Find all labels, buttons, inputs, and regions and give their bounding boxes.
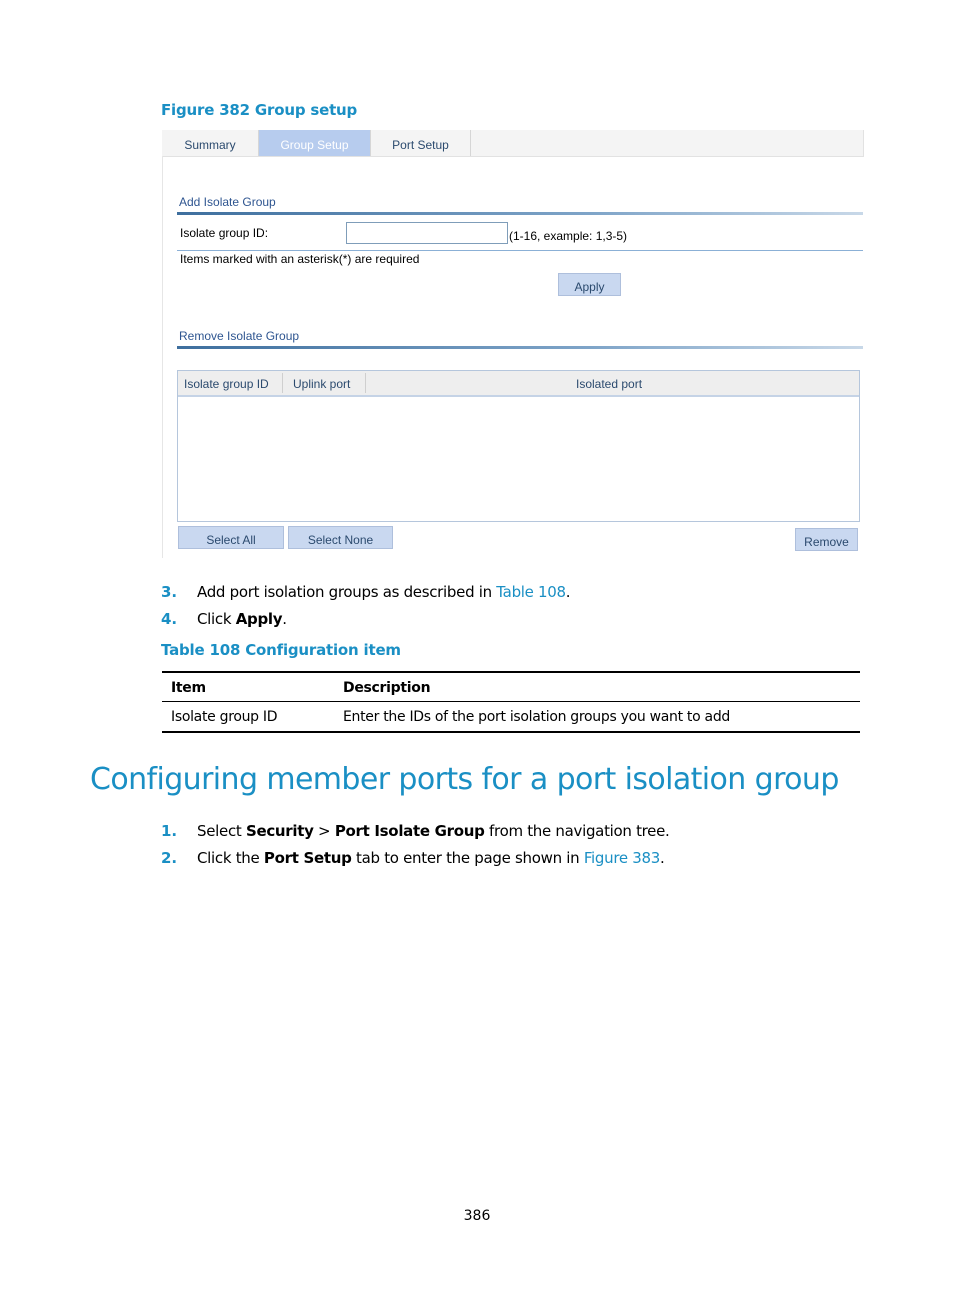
table-header	[178, 371, 859, 397]
configuration-item-table	[162, 671, 860, 733]
required-note: Items marked with an asterisk(*) are required	[180, 252, 420, 266]
table-body	[178, 397, 859, 521]
step-text: .	[282, 610, 287, 628]
group-setup-screenshot	[162, 130, 864, 558]
figure-383-link[interactable]: Figure 383	[583, 849, 661, 867]
isolate-group-table	[177, 370, 860, 522]
isolate-group-id-input[interactable]	[346, 222, 508, 244]
step-number: 4.	[161, 610, 178, 628]
step-text: Add port isolation groups as described in	[197, 583, 497, 601]
table-bottom-rule	[162, 731, 860, 733]
table-108-link[interactable]: Table 108	[496, 583, 566, 601]
tab-port-setup[interactable]: Port Setup	[371, 130, 471, 156]
step-text: from the navigation tree.	[484, 822, 670, 840]
isolate-group-id-label: Isolate group ID:	[180, 226, 269, 240]
figure-caption: Figure 382 Group setup	[161, 101, 358, 119]
select-none-button[interactable]: Select None	[288, 526, 393, 549]
step-number: 3.	[161, 583, 178, 601]
tab-bar	[162, 130, 864, 157]
add-section-divider	[177, 212, 863, 215]
security-term: Security	[245, 822, 314, 840]
form-row-divider	[177, 250, 863, 251]
apply-term: Apply	[235, 610, 283, 628]
step-3-text	[197, 583, 570, 601]
header-rule	[162, 701, 860, 702]
table-top-rule	[162, 671, 860, 673]
step-number: 1.	[161, 822, 178, 840]
step-text: .	[660, 849, 665, 867]
header-description: Description	[343, 680, 431, 696]
header-item: Item	[171, 680, 206, 696]
step-number: 2.	[161, 849, 178, 867]
remove-isolate-group-title: Remove Isolate Group	[179, 329, 300, 343]
step-text: >	[313, 822, 335, 840]
port-isolate-group-term: Port Isolate Group	[334, 822, 485, 840]
step-1-text	[197, 822, 670, 840]
cell-item: Isolate group ID	[171, 709, 278, 725]
remove-button[interactable]: Remove	[795, 528, 858, 551]
col-separator	[282, 373, 283, 393]
col-isolated-port[interactable]: Isolated port	[576, 377, 643, 391]
step-text: .	[565, 583, 571, 601]
step-text: Click	[197, 610, 236, 628]
step-text: Click the	[197, 849, 264, 867]
col-isolate-group-id[interactable]: Isolate group ID	[184, 377, 269, 391]
col-uplink-port[interactable]: Uplink port	[293, 377, 351, 391]
step-text: Select	[197, 822, 246, 840]
figure-left-border	[162, 156, 163, 558]
step-text: tab to enter the page shown in	[351, 849, 584, 867]
col-separator	[365, 373, 366, 393]
section-heading: Configuring member ports for a port isolation group	[90, 762, 839, 797]
tab-summary[interactable]: Summary	[162, 130, 259, 156]
tab-group-setup[interactable]: Group Setup	[259, 130, 371, 156]
apply-button[interactable]: Apply	[558, 273, 621, 296]
isolate-group-id-hint: (1-16, example: 1,3-5)	[509, 229, 628, 243]
remove-section-divider	[177, 346, 863, 349]
cell-description: Enter the IDs of the port isolation groups you want to add	[343, 709, 730, 725]
step-2-text	[197, 849, 664, 867]
table-caption: Table 108 Configuration item	[161, 641, 401, 659]
page-number: 386	[463, 1208, 491, 1224]
port-setup-term: Port Setup	[263, 849, 352, 867]
add-isolate-group-title: Add Isolate Group	[179, 195, 276, 209]
step-4-text	[197, 610, 287, 628]
select-all-button[interactable]: Select All	[178, 526, 284, 549]
